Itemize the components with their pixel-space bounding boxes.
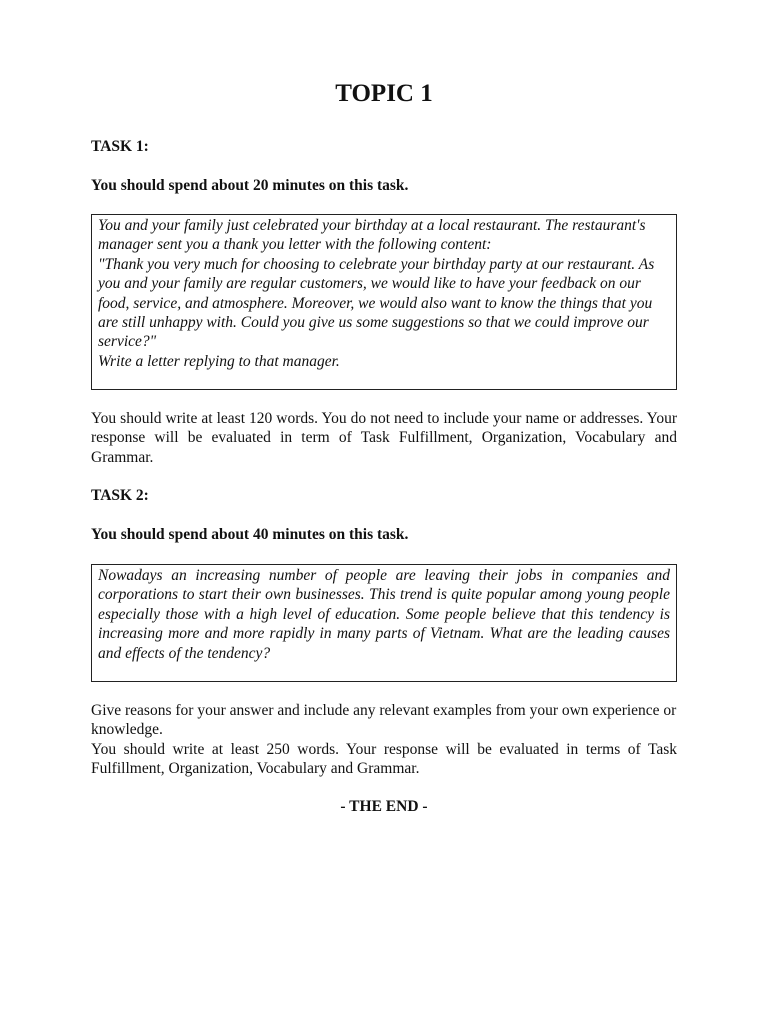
task2-prompt-text: Nowadays an increasing number of people are leaving their jobs in companies and corporations to start their own businesses. This trend is quite popular among young people especially those with a high level of education. Some people believe that this tendency is increasing more and more rapidly in many parts of Vietnam. What are the leading causes and effects of the tendency? bbox=[98, 567, 670, 662]
task1-instructions-text: You should write at least 120 words. You do not need to include your name or addresses. Your response will be evaluated in term of Task Fulfillment, Organization, Vocabulary and Grammar. bbox=[91, 410, 677, 466]
task2-instructions-wordcount: You should write at least 250 words. Your response will be evaluated in terms of Task Fulfillment, Organization, Vocabulary and Grammar. bbox=[91, 740, 677, 778]
task1-heading: TASK 1: bbox=[91, 138, 149, 155]
task1-instructions bbox=[91, 409, 677, 467]
task2-time-note: You should spend about 40 minutes on this task. bbox=[91, 526, 409, 543]
task2-instructions bbox=[91, 701, 677, 779]
task1-prompt-instruction: Write a letter replying to that manager. bbox=[98, 352, 340, 370]
end-marker: - THE END - bbox=[340, 798, 428, 815]
task2-heading: TASK 2: bbox=[91, 487, 149, 504]
topic-title: TOPIC 1 bbox=[335, 80, 433, 107]
task1-prompt-intro: You and your family just celebrated your birthday at a local restaurant. The restaurant's manager sent you a thank you letter with the following content: bbox=[98, 217, 646, 254]
task1-prompt-box bbox=[91, 214, 677, 390]
task2-prompt-box bbox=[91, 564, 677, 682]
task2-instructions-reasons: Give reasons for your answer and include any relevant examples from your own experience or knowledge. bbox=[91, 702, 677, 739]
task1-time-note: You should spend about 20 minutes on this task. bbox=[91, 177, 409, 194]
task1-prompt-quote: "Thank you very much for choosing to celebrate your birthday party at our restaurant. As you and your family are regular customers, we would like to have your feedback on our food, service, and atmosphere. Moreover, we would also want to know the things that you are still unhappy with. Could you give us some suggestions so that we could improve our service?" bbox=[98, 255, 655, 351]
